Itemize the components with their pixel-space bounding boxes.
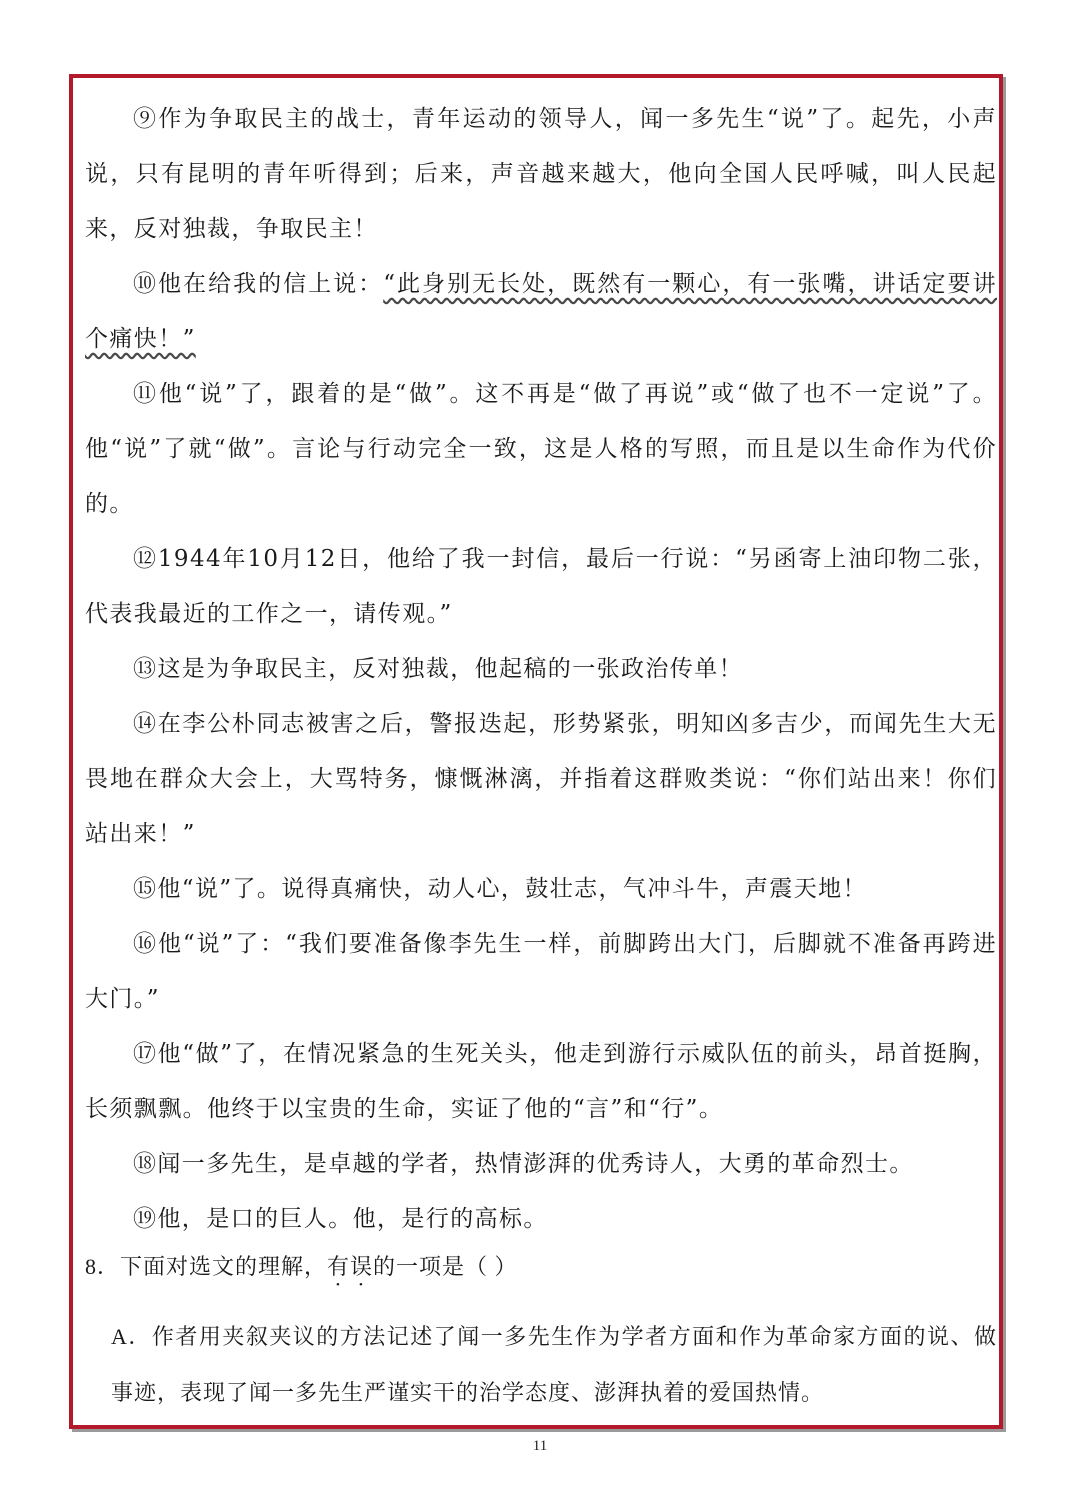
paragraph-13: [85, 642, 997, 697]
paragraph-17: [85, 1027, 997, 1137]
page-frame: [69, 74, 1003, 1429]
paragraph-text: 他“说”了。说得真痛快，动人心，鼓壮志，气冲斗牛，声震天地！: [157, 876, 867, 902]
paragraph-16: [85, 917, 997, 1027]
paragraph-15: [85, 862, 997, 917]
paragraph-9: [85, 92, 997, 257]
paragraph-10: [85, 257, 997, 367]
option-a: A．作者用夹叙夹议的方法记述了闻一多先生作为学者方面和作为革命家方面的说、做事迹，表现了闻一多先生严谨实干的治学态度、澎湃执着的爱国热情。: [111, 1324, 997, 1405]
paragraph-number: ⑩: [133, 271, 159, 297]
paragraph-text: 他“做”了，在情况紧急的生死关头，他走到游行示威队伍的前头，昂首挺胸，长须飘飘。他终于以宝贵的生命，实证了他的“言”和“行”。: [85, 1041, 997, 1122]
paragraph-18: [85, 1137, 997, 1192]
paragraph-number: ⑯: [133, 931, 158, 957]
paragraph-text: 他，是口的巨人。他，是行的高标。: [157, 1206, 548, 1232]
paragraph-number: ⑰: [133, 1041, 158, 1067]
paragraph-number: ⑭: [133, 711, 158, 737]
paragraph-number: ⑫: [133, 546, 158, 572]
question-prefix: 8．下面对选文的理解，: [85, 1254, 328, 1279]
paragraph-number: ⑮: [133, 876, 158, 902]
question-8: [85, 1249, 997, 1291]
paragraph-text: 1944年10月12日，他给了我一封信，最后一行说：“另函寄上油印物二张，代表我最近的工作之一，请传观。”: [85, 546, 998, 627]
paragraph-number: ⑨: [133, 106, 159, 132]
paragraph-text: 作为争取民主的战士，青年运动的领导人，闻一多先生“说”了。起先，小声说，只有昆明的青年听得到；后来，声音越来越大，他向全国人民呼喊，叫人民起来，反对独裁，争取民主！: [85, 106, 997, 242]
paragraph-number: ⑲: [133, 1206, 158, 1232]
paragraph-14: [85, 697, 997, 862]
paragraph-number: ⑪: [133, 381, 159, 407]
paragraph-12: [85, 532, 997, 642]
paragraph-11: [85, 367, 997, 532]
paragraph-19: [85, 1192, 997, 1247]
question-emphasis: 有误: [327, 1254, 374, 1279]
paragraph-number: ⑱: [133, 1151, 158, 1177]
question-suffix: 的一项是（ ）: [373, 1254, 518, 1279]
page-number: 11: [532, 1438, 548, 1454]
paragraph-text: 这是为争取民主，反对独裁，他起稿的一张政治传单！: [157, 656, 744, 682]
paragraph-text: 闻一多先生，是卓越的学者，热情澎湃的优秀诗人，大勇的革命烈士。: [157, 1151, 914, 1177]
paragraph-text: 他“说”了：“我们要准备像李先生一样，前脚跨出大门，后脚就不准备再跨进大门。”: [85, 931, 997, 1012]
paragraph-text: 他在给我的信上说：: [158, 271, 384, 297]
wavy-underlined-quote: “此身别无长处，既然有一颗心，有一张嘴，讲话定要讲个痛快！”: [85, 271, 997, 352]
reading-passage: [85, 92, 997, 1421]
paragraph-text: 他“说”了，跟着的是“做”。这不再是“做了再说”或“做了也不一定说”了。他“说”了就“做”。言论与行动完全一致，这是人格的写照，而且是以生命作为代价的。: [85, 381, 997, 517]
paragraph-number: ⑬: [133, 656, 158, 682]
paragraph-text: 在李公朴同志被害之后，警报迭起，形势紧张，明知凶多吉少，而闻先生大无畏地在群众大会上，大骂特务，慷慨淋漓，并指着这群败类说：“你们站出来！你们站出来！”: [85, 711, 997, 847]
